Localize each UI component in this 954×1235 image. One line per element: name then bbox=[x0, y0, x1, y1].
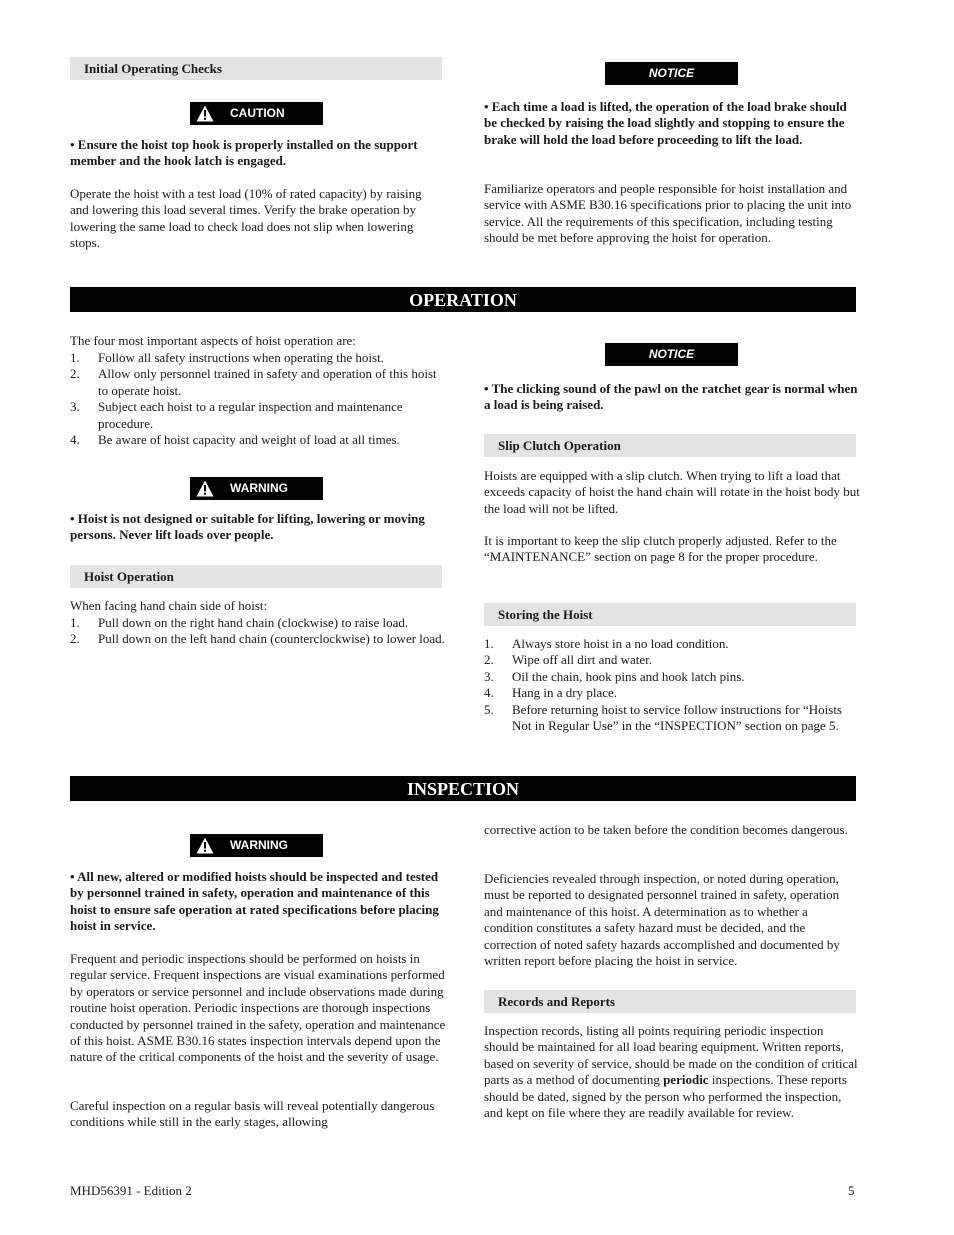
inspection-warning-text: • All new, altered or modified hoists should be inspected and tested by personnel trained in safety, operation and maintenance of this hoist to ensure safe operation at rated specifications before placing hoist in service. bbox=[70, 869, 439, 934]
slip-clutch-heading: Slip Clutch Operation bbox=[484, 434, 856, 457]
notice-label: NOTICE bbox=[648, 66, 695, 80]
footer-doc-id: MHD56391 - Edition 2 bbox=[70, 1183, 192, 1198]
list-item: 3. Subject each hoist to a regular inspection and maintenance procedure. bbox=[70, 399, 403, 431]
hoist-operation-steps bbox=[70, 615, 446, 648]
slip-clutch-p2: It is important to keep the slip clutch properly adjusted. Refer to the “MAINTENANCE” section on page 8 for the proper procedure. bbox=[484, 533, 837, 565]
warning-label: WARNING bbox=[230, 838, 288, 852]
warning-triangle-icon bbox=[196, 480, 214, 497]
list-item: 2. Wipe off all dirt and water. bbox=[484, 652, 653, 668]
initial-checks-body: Operate the hoist with a test load (10% of rated capacity) by raising and lowering this load several times. Verify the brake operation by lowering the same load to check load does not slip when lowering stops. bbox=[70, 186, 422, 251]
operation-notice-text: • The clicking sound of the pawl on the ratchet gear is normal when a load is being raised. bbox=[484, 381, 858, 413]
notice-label: NOTICE bbox=[648, 347, 695, 361]
list-item: 4. Hang in a dry place. bbox=[484, 685, 618, 701]
notice-signal-top bbox=[605, 62, 738, 85]
operation-banner: OPERATION bbox=[70, 287, 856, 312]
inspection-p2: Careful inspection on a regular basis will reveal potentially dangerous conditions while still in the early stages, allowing bbox=[70, 1098, 435, 1130]
storing-hoist-heading: Storing the Hoist bbox=[484, 603, 856, 626]
list-item: 4. Be aware of hoist capacity and weight of load at all times. bbox=[70, 432, 400, 448]
warning-triangle-icon bbox=[196, 837, 214, 854]
inspection-p3: Deficiencies revealed through inspection, or noted during operation, must be reported to designated personnel trained in safety, operation and maintenance of this hoist. A determination as to whether a condition constitutes a safety hazard must be decided, and the correction of noted safety hazards accomplished and documented by written report before placing the hoist in service. bbox=[484, 871, 840, 969]
notice-signal-operation bbox=[605, 343, 738, 366]
caution-text: • Ensure the hoist top hook is properly installed on the support member and the hook latch is engaged. bbox=[70, 137, 418, 169]
inspection-p1: Frequent and periodic inspections should be performed on hoists in regular service. Frequent inspections are visual examinations performed by operators or service personnel and include observations made during routine hoist operation. Periodic inspections are thorough inspections conducted by personnel trained in the safety, operation and maintenance of this hoist. ASME B30.16 states inspection intervals depend upon the nature of the critical components of the hoist and the severity of usage. bbox=[70, 951, 446, 1065]
slip-clutch-p1: Hoists are equipped with a slip clutch. When trying to lift a load that exceeds capacity of hoist the hand chain will rotate in the hoist body but the load will not be lifted. bbox=[484, 468, 860, 516]
notice-top-text: • Each time a load is lifted, the operation of the load brake should be checked by raising the load slightly and stopping to ensure the brake will hold the load before proceeding to lift the load. bbox=[484, 99, 847, 147]
warning-triangle-icon bbox=[196, 105, 214, 122]
list-item: 5. Before returning hoist to service follow instructions for “Hoists Not in Regular Use” in the “INSPECTION” section on page 5. bbox=[484, 701, 842, 734]
inspection-p2-continued: corrective action to be taken before the condition becomes dangerous. bbox=[484, 822, 848, 837]
hoist-operation-intro: When facing hand chain side of hoist: bbox=[70, 598, 268, 613]
records-reports-heading: Records and Reports bbox=[484, 990, 856, 1013]
caution-label: CAUTION bbox=[230, 106, 285, 120]
initial-operating-checks-heading: Initial Operating Checks bbox=[70, 57, 442, 80]
footer-page-number: 5 bbox=[848, 1183, 855, 1198]
operation-intro: The four most important aspects of hoist operation are: bbox=[70, 333, 356, 348]
caution-signal bbox=[190, 102, 323, 125]
list-item: 2. Allow only personnel trained in safety and operation of this hoist to operate hoist. bbox=[70, 366, 437, 398]
list-item: 1. Pull down on the right hand chain (clockwise) to raise load. bbox=[70, 615, 409, 630]
records-reports-text: Inspection records, listing all points requiring periodic inspection should be maintained for all load bearing equipment. Written reports, based on severity of service, should be made on the condition of critical parts as a method of documenting periodic inspections. These reports should be dated, signed by the person who performed the inspection, and kept on file where they are readily available for review. bbox=[484, 1023, 858, 1121]
inspection-banner: INSPECTION bbox=[70, 776, 856, 801]
list-item: 2. Pull down on the left hand chain (counterclockwise) to lower load. bbox=[70, 631, 445, 647]
list-item: 1. Always store hoist in a no load condition. bbox=[484, 636, 729, 651]
list-item: 1. Follow all safety instructions when operating the hoist. bbox=[70, 350, 384, 365]
storing-steps bbox=[484, 636, 856, 734]
warning-signal-operation bbox=[190, 477, 323, 500]
operation-aspects-list bbox=[70, 350, 442, 448]
operation-warning-text: • Hoist is not designed or suitable for lifting, lowering or moving persons. Never lift loads over people. bbox=[70, 511, 425, 543]
list-item: 3. Oil the chain, hook pins and hook latch pins. bbox=[484, 668, 745, 684]
notice-top-body: Familiarize operators and people responsible for hoist installation and service with ASME B30.16 specifications prior to placing the unit into service. All the requirements of this specification, including testing should be met before approving the hoist for operation. bbox=[484, 181, 852, 246]
warning-signal-inspection bbox=[190, 834, 323, 857]
warning-label: WARNING bbox=[230, 481, 288, 495]
hoist-operation-heading: Hoist Operation bbox=[70, 565, 442, 588]
